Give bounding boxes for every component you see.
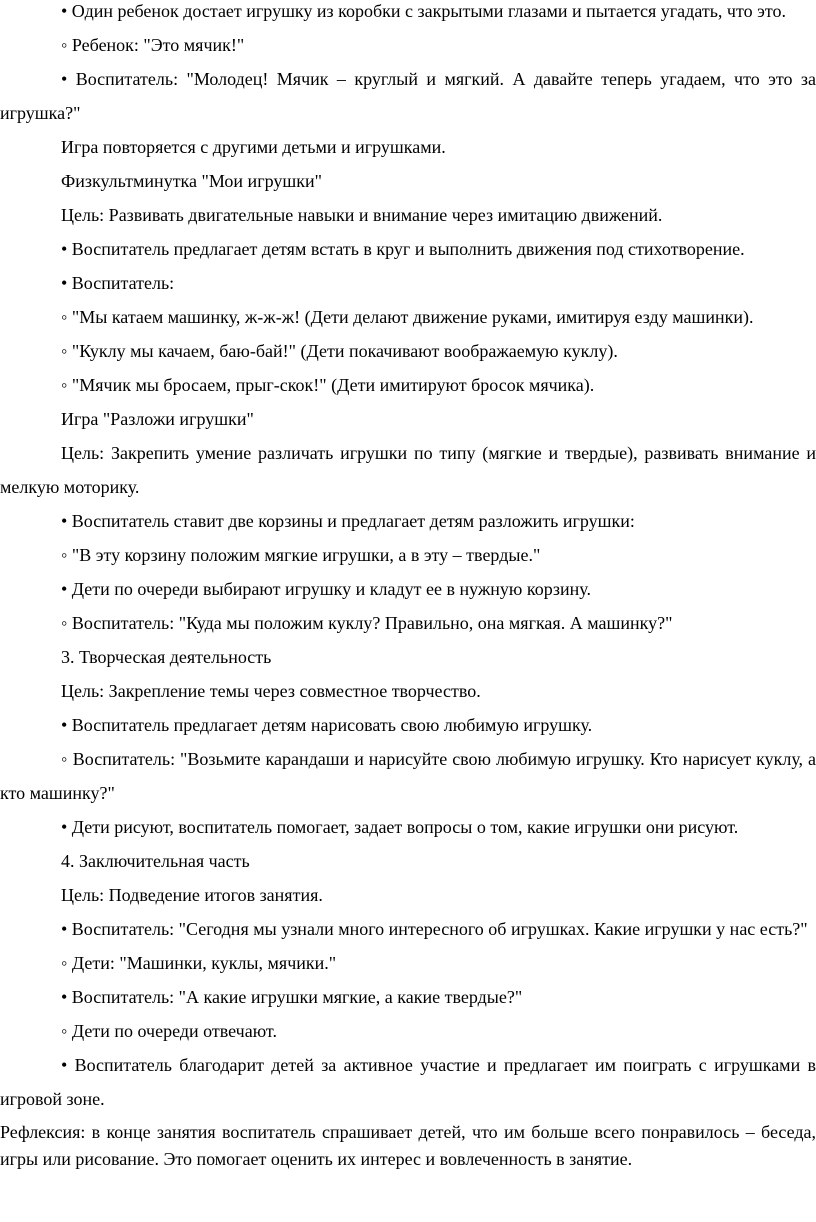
paragraph: • Воспитатель благодарит детей за активное участие и предлагает им поиграть с игрушками в игровой зоне. [0, 1055, 816, 1109]
paragraph: ◦ Ребенок: "Это мячик!" [61, 35, 245, 55]
section-heading: Физкультминутка "Мои игрушки" [61, 171, 322, 191]
section-heading: Игра "Разложи игрушки" [61, 409, 254, 429]
section-heading: 4. Заключительная часть [61, 851, 250, 871]
paragraph: Игра повторяется с другими детьми и игрушками. [61, 137, 446, 157]
paragraph: ◦ "Мячик мы бросаем, прыг-скок!" (Дети имитируют бросок мячика). [61, 375, 595, 395]
paragraph: ◦ Воспитатель: "Куда мы положим куклу? Правильно, она мягкая. А машинку?" [61, 613, 673, 633]
paragraph: ◦ "Мы катаем машинку, ж-ж-ж! (Дети делают движение руками, имитируя езду машинки). [61, 307, 754, 327]
paragraph: Цель: Развивать двигательные навыки и внимание через имитацию движений. [61, 205, 663, 225]
section-heading: 3. Творческая деятельность [61, 647, 272, 667]
paragraph: ◦ "В эту корзину положим мягкие игрушки, а в эту – твердые." [61, 545, 541, 565]
paragraph: ◦ Воспитатель: "Возьмите карандаши и нарисуйте свою любимую игрушку. Кто нарисует куклу, а кто машинку?" [0, 749, 816, 803]
paragraph: • Один ребенок достает игрушку из коробки с закрытыми глазами и пытается угадать, что это. [61, 1, 786, 21]
paragraph: • Воспитатель: "Молодец! Мячик – круглый и мягкий. А давайте теперь угадаем, что это за игрушка?" [0, 69, 816, 123]
paragraph: ◦ Дети: "Машинки, куклы, мячики." [61, 953, 337, 973]
paragraph: ◦ "Куклу мы качаем, баю-бай!" (Дети покачивают воображаемую куклу). [61, 341, 618, 361]
paragraph: • Воспитатель предлагает детям нарисовать свою любимую игрушку. [61, 715, 593, 735]
paragraph: • Воспитатель ставит две корзины и предлагает детям разложить игрушки: [61, 511, 635, 531]
reflection-paragraph: Рефлексия: в конце занятия воспитатель спрашивает детей, что им больше всего понравилось – беседа, игры или рисование. Это помогает оценить их интерес и вовлеченность в занятие. [0, 1122, 816, 1169]
paragraph: • Дети рисуют, воспитатель помогает, задает вопросы о том, какие игрушки они рисуют. [61, 817, 739, 837]
paragraph: Цель: Подведение итогов занятия. [61, 885, 323, 905]
paragraph: Цель: Закрепить умение различать игрушки по типу (мягкие и твердые), развивать внимание и мелкую моторику. [0, 443, 816, 497]
paragraph: ◦ Дети по очереди отвечают. [61, 1021, 277, 1041]
paragraph: Цель: Закрепление темы через совместное творчество. [61, 681, 481, 701]
paragraph: • Воспитатель: "Сегодня мы узнали много интересного об игрушках. Какие игрушки у нас есть?" [61, 919, 808, 939]
paragraph: • Дети по очереди выбирают игрушку и кладут ее в нужную корзину. [61, 579, 592, 599]
paragraph: • Воспитатель: "А какие игрушки мягкие, а какие твердые?" [61, 987, 523, 1007]
paragraph: • Воспитатель: [61, 273, 175, 293]
paragraph: • Воспитатель предлагает детям встать в круг и выполнить движения под стихотворение. [61, 239, 745, 259]
